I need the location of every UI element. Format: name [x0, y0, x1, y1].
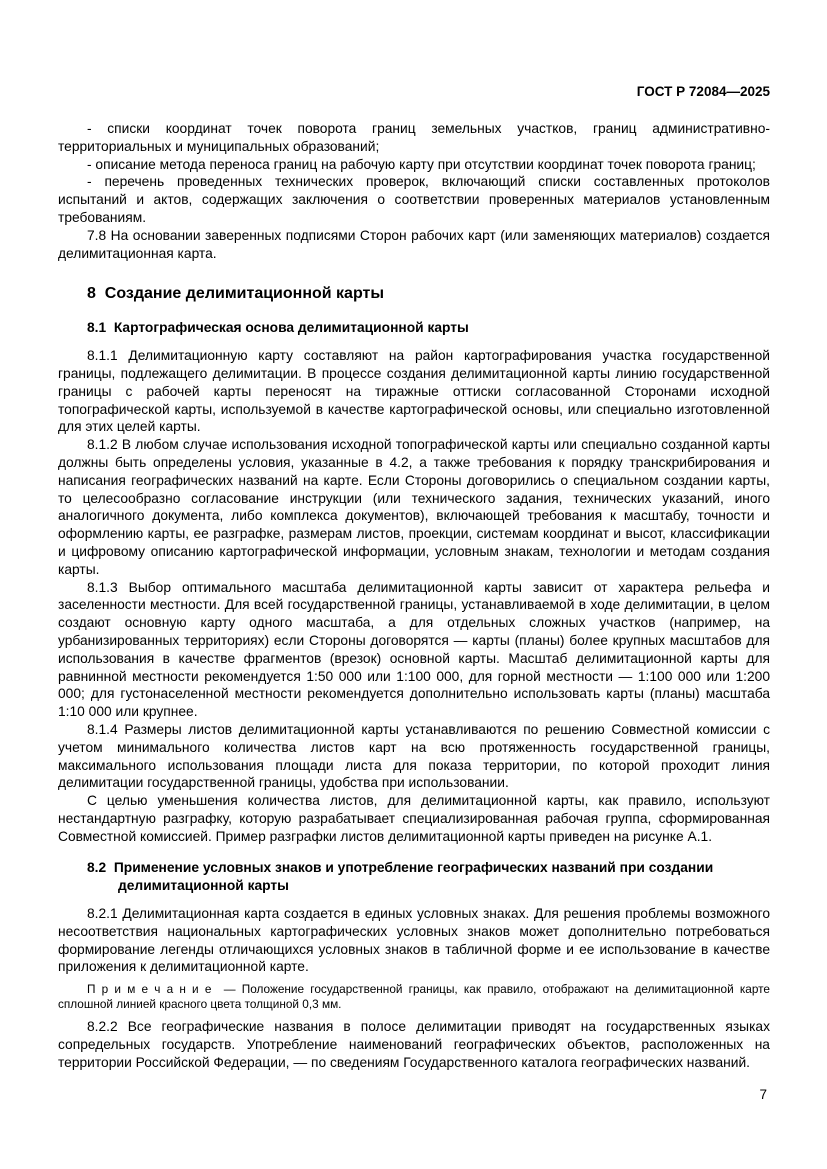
para-8-1-4: 8.1.4 Размеры листов делимитационной карты устанавливаются по решению Совместной комиссии с учетом минимального количества листов карт на всю протяженность государственной границы, максимального использования площади листа для показа территории, по которой проходит линия делимитации государственной границы, удобства при использовании.	[58, 721, 770, 791]
list-item-technical-checks: - перечень проведенных технических проверок, включающий списки составленных протоколов испытаний и актов, содержащих заключения о соответствии проверенных материалов установленным требованиям.	[58, 174, 770, 225]
section-8-1-heading: 8.1 Картографическая основа делимитационной карты	[87, 320, 469, 336]
para-8-2-1: 8.2.1 Делимитационная карта создается в единых условных знаках. Для решения проблемы возможного несоответствия национальных картографических условных знаков может дополнительно потребоваться формирование легенды отличающихся условных знаков в табличной форме и ее использование в качестве приложения к делимитационной карте.	[58, 906, 770, 975]
para-8-1-1: 8.1.1 Делимитационную карту составляют на район картографирования участка государственной границы, подлежащего делимитации. В процессе создания делимитационной карты линию государственной границы с рабочей карты переносят на тиражные оттиски согласованной Сторонами исходной топографической карты, используемой в качестве картографической основы, или специально изготовленной для этих целей карты.	[58, 348, 770, 435]
list-item-transfer-method: - описание метода переноса границ на рабочую карту при отсутствии координат точек поворота границ;	[87, 156, 756, 172]
note-border-line-style: П р и м е ч а н и е — Положение государственной границы, как правило, отображают на делимитационной карте сплошной линией красного цвета толщиной 0,3 мм.	[58, 982, 770, 1011]
doc-number: ГОСТ Р 72084—2025	[636, 84, 770, 99]
page-number: 7	[759, 1087, 767, 1102]
section-8-heading: 8 Создание делимитационной карты	[87, 285, 385, 303]
section-8-2-heading: 8.2 Применение условных знаков и употребление географических названий при создании делимитационной карты	[87, 860, 714, 894]
para-8-1-4-continued: С целью уменьшения количества листов, для делимитационной карты, как правило, используют нестандартную разграфку, которую разрабатывает специализированная рабочая группа, сформированная Совместной комиссией. Пример разграфки листов делимитационной карты приведен на рисунке А.1.	[58, 793, 770, 844]
para-8-2-2: 8.2.2 Все географические названия в полосе делимитации приводят на государственных языках сопредельных государств. Употребление наименований географических объектов, расположенных на территории Российской Федерации, — по сведениям Государственного каталога географических названий.	[58, 1019, 770, 1071]
para-8-1-2: 8.1.2 В любом случае использования исходной топографической карты или специально созданной карты должны быть определены условия, указанные в 4.2, а также требования к порядку транскрибирования и написания географических названий на карте. Если Стороны договорились о специальном создании карты, то целесообразно согласование инструкции (или технического задания, технических указаний, иного аналогичного документа, либо комплекса документов), включающей требования к масштабу, точности и оформлению карты, ее разграфке, размерам листов, проекции, системам координат и высот, классификации и цифровому описанию картографической информации, условным знакам, технологии и методам создания карты.	[58, 437, 770, 577]
para-8-1-3: 8.1.3 Выбор оптимального масштаба делимитационной карты зависит от характера рельефа и заселенности местности. Для всей государственной границы, устанавливаемой в ходе делимитации, в целом создают основную карту одного масштаба, а для отдельных сложных участков (например, на урбанизированных территориях) если Стороны договорятся — карты (планы) более крупных масштабов для использования в качестве фрагментов (врезок) основной карты. Масштаб делимитационной карты для равнинной местности рекомендуется 1:50 000 или 1:100 000, для горной местности — 1:100 000 или 1:200 000; для густонаселенной местности рекомендуется дополнительно использовать карты (планы) масштаба 1:10 000 или крупнее.	[58, 579, 770, 720]
document-body	[58, 120, 770, 1072]
list-item-coordinates: - списки координат точек поворота границ земельных участков, границ административно-территориальных и муниципальных образований;	[58, 121, 770, 154]
para-7-8: 7.8 На основании заверенных подписями Сторон рабочих карт (или заменяющих материалов) создается делимитационная карта.	[58, 227, 770, 261]
